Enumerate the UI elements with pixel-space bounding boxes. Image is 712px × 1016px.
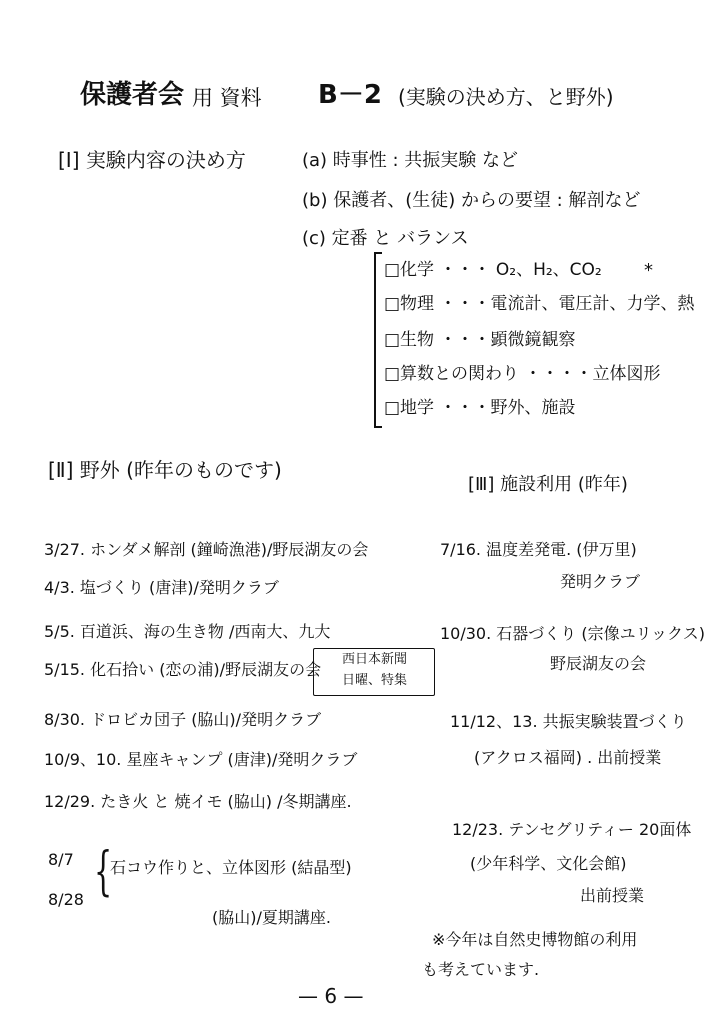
subject-biology: □生物 ・・・顕微鏡観察 [384, 330, 576, 350]
subject-math: □算数との関わり ・・・・立体図形 [384, 364, 661, 384]
outdoor-item: 12/29. たき火 と 焼イモ (脇山) /冬期講座. [44, 792, 352, 811]
facility-item-org: 発明クラブ [560, 572, 641, 591]
outdoor-item-last-place: (脇山)/夏期講座. [212, 908, 331, 927]
facility-item-place: (少年科学、文化会館) [470, 854, 627, 873]
facility-item: 7/16. 温度差発電. (伊万里) [440, 540, 637, 559]
outdoor-item: 10/9、10. 星座キャンプ (唐津)/発明クラブ [44, 750, 358, 769]
subject-chemistry: □化学 ・・・ O₂、H₂、CO₂ [384, 260, 602, 280]
section1-item-a: (a) 時事性 : 共振実験 など [302, 150, 519, 171]
facility-item-org: (アクロス福岡) . 出前授業 [474, 748, 662, 767]
outdoor-item: 5/5. 百道浜、海の生き物 /西南大、九大 [44, 622, 331, 641]
title-code: B－2 [318, 80, 382, 110]
facility-item: 11/12、13. 共振実験装置づくり [450, 712, 687, 731]
facility-item: 10/30. 石器づくり (宗像ユリックス) [440, 624, 706, 643]
outdoor-item: 8/30. ドロビカ団子 (脇山)/発明クラブ [44, 710, 322, 729]
section3-heading: [Ⅲ] 施設利用 (昨年) [468, 474, 628, 495]
outdoor-item: 4/3. 塩づくり (唐津)/発明クラブ [44, 578, 279, 597]
title-subtitle: (実験の決め方、と野外) [398, 85, 614, 109]
facility-item: 12/23. テンセグリティー 20面体 [452, 820, 692, 839]
section1-item-b: (b) 保護者、(生徒) からの要望 : 解剖など [302, 190, 641, 211]
subject-physics: □物理 ・・・電流計、電圧計、力学、熱 [384, 294, 695, 314]
title-main: 保護者会 [80, 80, 185, 110]
brace-mark: { [94, 842, 113, 902]
title-use: 用 資料 [192, 86, 262, 110]
outdoor-date-start: 8/7 [48, 850, 74, 869]
section1-heading: [Ⅰ] 実験内容の決め方 [58, 148, 246, 172]
facility-item-org: 出前授業 [580, 886, 645, 905]
page-number: — 6 — [298, 984, 364, 1008]
note-line1: ※今年は自然史博物館の利用 [432, 930, 638, 949]
subject-earth-science: □地学 ・・・野外、施設 [384, 398, 576, 418]
outdoor-item: 3/27. ホンダメ解剖 (鐘崎漁港)/野辰湖友の会 [44, 540, 369, 559]
note-line2: も考えています. [422, 960, 540, 979]
asterisk-mark: * [644, 260, 653, 281]
outdoor-date-end: 8/28 [48, 890, 84, 909]
press-note-line2: 日曜、特集 [342, 673, 408, 688]
section1-item-c: (c) 定番 と バランス [302, 228, 469, 249]
outdoor-item-last: 石コウ作りと、立体図形 (結晶型) [110, 858, 352, 877]
outdoor-item: 5/15. 化石拾い (恋の浦)/野辰湖友の会 [44, 660, 322, 679]
facility-item-org: 野辰湖友の会 [550, 654, 647, 673]
section2-heading: [Ⅱ] 野外 (昨年のものです) [48, 458, 282, 482]
subject-bracket [374, 252, 382, 428]
press-note-line1: 西日本新聞 [342, 652, 408, 667]
